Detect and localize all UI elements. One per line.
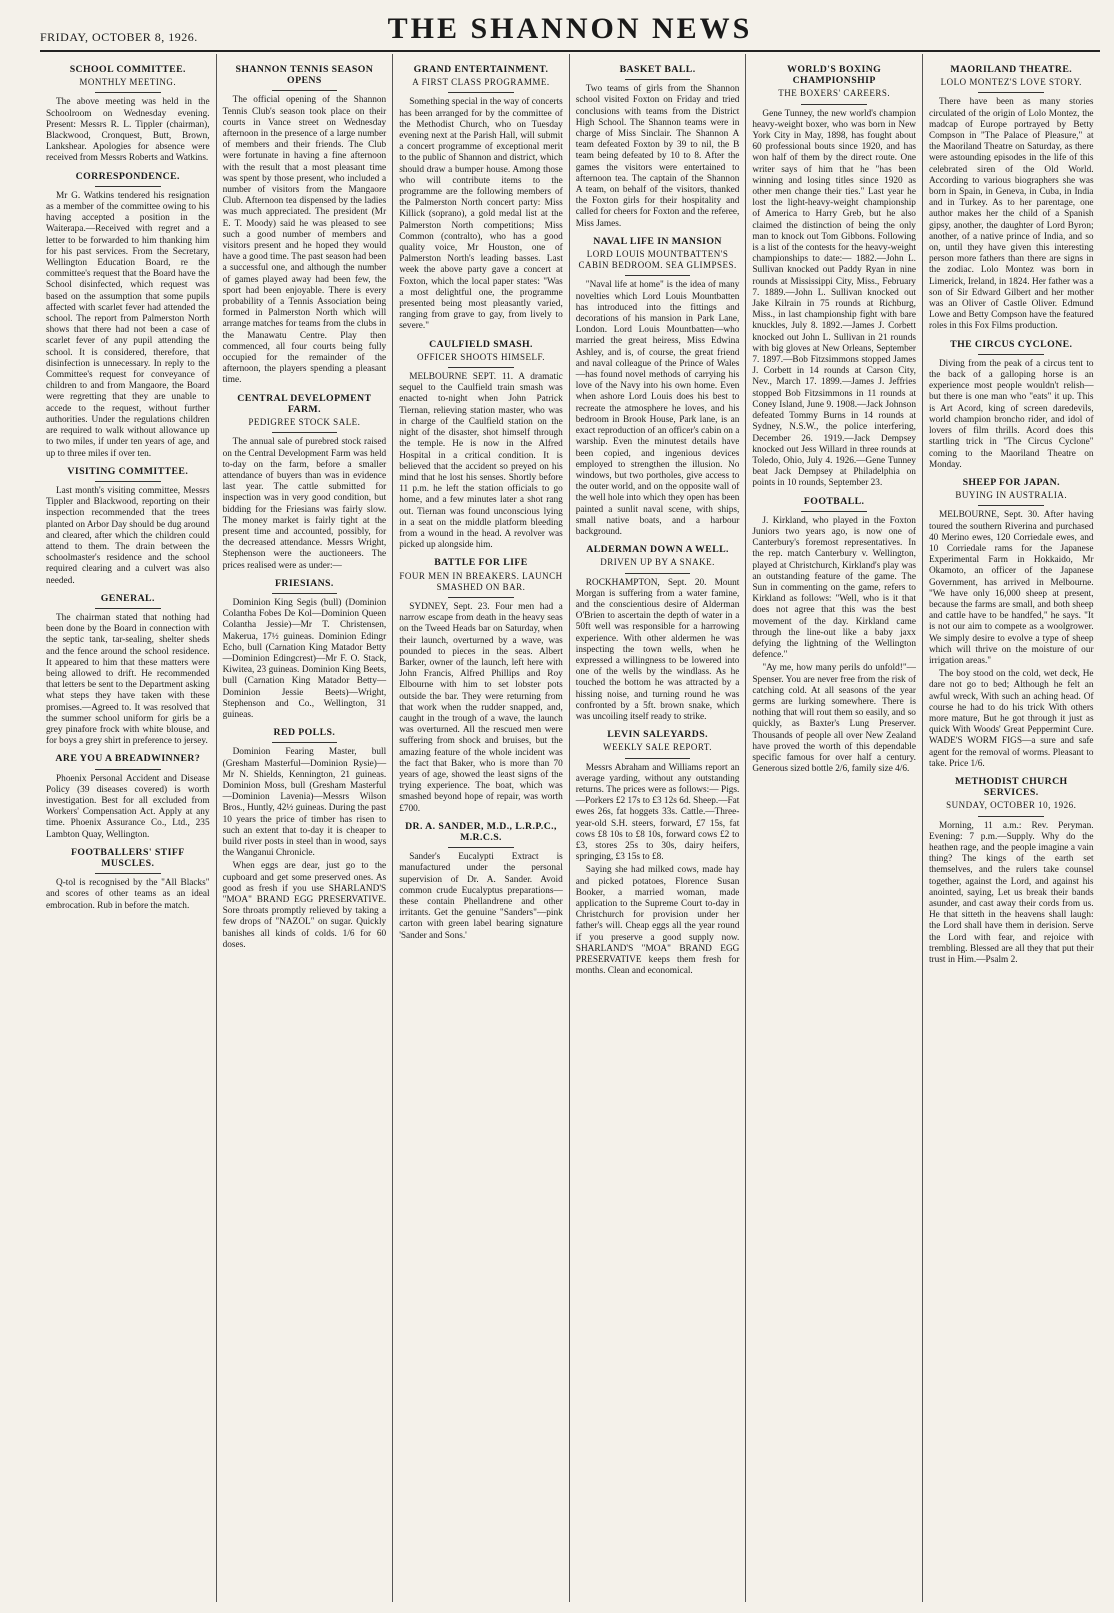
- article-headline: ARE YOU A BREADWINNER?: [55, 753, 201, 765]
- article-subhead: LORD LOUIS MOUNTBATTEN'S CABIN BEDROOM. SEA GLIMPSES.: [578, 249, 737, 271]
- article-headline: CENTRAL DEVELOPMENT FARM.: [237, 392, 372, 415]
- article: [223, 861, 387, 951]
- headline-rule: [95, 769, 160, 770]
- article-headline: THE CIRCUS CYCLONE.: [950, 338, 1073, 350]
- article: [929, 339, 1094, 471]
- article-subhead: THE BOXERS' CAREERS.: [778, 88, 891, 99]
- article: [576, 865, 740, 977]
- headline-rule: [95, 608, 160, 609]
- column-1: [40, 54, 217, 1602]
- article-body: Mr G. Watkins tendered his resignation as a member of the committee owing to his having accepted a position in the Waiterapa.—Received with regret and a letter to be forwarded to him thanking him for his past services. From the Secretary, Wellington Education Board, re the committee's request that the Board have the School disinfected, which request was based on the assumption that some pupils affected with scarlet fever had attended the school. The report from Palmerston North shows that there had not been a case of scarlet fever of any pupil attending the school. It is considered, therefore, that disinfection is unnecessary. In reply to the Committee's request for conveyance of children to and from Mangaore, the Board were regretting that they are unable to accede to the request, without further authorities. Under the regulations children are required to walk without allowance up to two miles, if under ten years of age, and up to three miles if over ten.: [46, 190, 210, 459]
- article: [399, 557, 563, 814]
- headline-rule: [801, 511, 866, 512]
- article: [46, 847, 210, 912]
- article: [46, 64, 210, 165]
- article-body: J. Kirkland, who played in the Foxton Juniors two years ago, is now one of Canterbury's foremost representatives. In the rep. match Canterbury v. Wellington, played at Christchurch, Kirkland's play was an outstanding feature of the game. The Sun in commenting on the game, refers to Kirkland as follows: "Well, who is it that does not agree that this was the best movement of the day. Kirkland came through the line-out like a baby jaxx defying the lightning of the Wellington defence.": [752, 515, 916, 661]
- article-headline: WORLD'S BOXING CHAMPIONSHIP: [787, 64, 882, 87]
- column-6: [923, 54, 1100, 1602]
- columns: [40, 54, 1100, 1602]
- article-headline: NAVAL LIFE IN MANSION: [593, 235, 722, 247]
- article: [576, 729, 740, 863]
- masthead: [40, 12, 1100, 48]
- headline-rule: [272, 593, 337, 594]
- headline-rule: [978, 92, 1044, 93]
- article-body: Something special in the way of concerts has been arranged for by the committee of the Methodist Church, who on Tuesday evening next at the Parish Hall, will submit a concert programme of exceptional merit to the public of Shannon and district, which should draw a bumper house. Among those who will contribute items to the programme are the following members of the Palmerston North concert party: Miss Killick (soprano), a gold medal list at the Palmerston North competitions; Miss Common (contralto), who has a good quality voice, Mr Houston, one of Palmerston North's leading basses. Last week the above party gave a concert at Foxton, which the local paper states: "Was a most delightful one, the programme presented being most pleasantly varied, ranging from grave to gay, from lively to severe.": [399, 97, 563, 332]
- headline-rule: [978, 816, 1044, 817]
- article-body: Messrs Abraham and Williams report an average yarding, without any outstanding returns. The prices were as follows:— Pigs.—Porkers £2 17s to £3 12s 6d. Sheep.—Fat ewes 26s, fat hoggets 33s. Cattle.—Three-year-old S.H. steers, forward, £7 15s, fat cows £8 10s to £8 10s, forward cows £2 to £3, stores 25s to 30s, dairy heifers, springing, £3 15s to £8.: [575, 762, 740, 863]
- article-body: Two teams of girls from the Shannon school visited Foxton on Friday and tried conclusions with teams from the District High School. The Shannon teams were in charge of Miss Sinclair. The Shannon A team defeated Foxton by 39 to nil, the B team being defeated by 10 to 8. After the games the visitors were entertained to afternoon tea. The captain of the Shannon A team, on behalf of the visitors, thanked the Foxton girls for their hospitality and called for cheers for Foxton and the referee, Miss James.: [575, 84, 740, 229]
- article-body: Phoenix Personal Accident and Disease Policy (39 diseases covered) is worth investigation. Best for all excluded from Workers' Compensation Act. Apply at any time. Phoenix Assurance Co., Ltd., 235 Lambton Quay, Wellington.: [46, 773, 210, 840]
- article: [576, 64, 740, 230]
- article-body: The above meeting was held in the Schoolroom on Wednesday evening. Present: Messrs R. L. Tippler (chairman), Blackwood, Cronquest, Butt, Brown, Lankshear. Apologies for absence were received from Messrs Roberts and Watkins.: [46, 97, 210, 164]
- article-headline: SCHOOL COMMITTEE.: [69, 64, 186, 75]
- article-body: ROCKHAMPTON, Sept. 20. Mount Morgan is suffering from a water famine, and the conscientious desire of Alderman O'Brien to ascertain the depth of water in a 50ft well was responsible for a harrowing experience. With other aldermen he was inspecting the town wells, when he expressed a willingness to be lowered into one of the wells by the windlass. As he touched the bottom he was attracted by a hissing noise, and turning round he was confronted by a 5ft. brown snake, which was uncoiling itself ready to strike.: [575, 577, 740, 722]
- article-headline: SHEEP FOR JAPAN.: [962, 476, 1060, 488]
- article: [46, 753, 210, 840]
- article-body: The annual sale of purebred stock raised on the Central Development Farm was held to-day on the farm, before a smaller attendance of buyers than was in evidence last year. The cattle submitted for inspection was in very good condition, but bidding for the Friesians was fairly slow. The money market is fairly tight at the present time and accounted, possibly, for the decreased attendance. Messrs Wright, Stephenson were the auctioneers. The prices realised were as under:—: [222, 437, 387, 571]
- article: [46, 171, 210, 460]
- column-3: [393, 54, 570, 1602]
- article-body: MELBOURNE SEPT. 11. A dramatic sequel to the Caulfield train smash was enacted to-night when John Patrick Tiernan, relieving station master, who was in charge of the Caulfield station on the night of the disaster, shot himself through the temple. He is now in the Alfred Hospital in a critical condition. It is believed that the accident so preyed on his mind that he lost his senses. Shortly before 11 p.m. he left the station officials to go home, and a few minutes later a shot rang out. Tiernan was found unconscious lying in a seat on the middle platform bleeding from a wound in the head. A revolver was picked up alongside him.: [399, 372, 563, 551]
- article-body: Q-tol is recognised by the "All Blacks" and scores of other teams as an ideal embrocation. Rub in before the match.: [46, 878, 210, 911]
- article: [399, 339, 563, 552]
- headline-rule: [272, 432, 337, 433]
- article-body: SYDNEY, Sept. 23. Four men had a narrow escape from death in the heavy seas on the Tweed Heads bar on Saturday, when their launch, overturned by a wave, was pounded to pieces in the seas. Albert Barker, owner of the launch, left here with John Francis, Alfred Phillips and Roy Elbourne with him to set lobster pots outside the bar. They were returning from that work when the rudder snapped, and, caught in the trough of a wave, the launch was overturned. All the rescued men were suffering from shock and bruises, but the amazing feature of the whole incident was the fact that Baker, who is more than 70 years of age, showed the least signs of the trying experience. The boat, which was smashed beyond hope of repair, was worth £700.: [399, 601, 563, 814]
- article-body: Saying she had milked cows, made hay and picked potatoes, Florence Susan Booker, a married woman, made application to the Supreme Court to-day in Christchurch for provision under her father's will. Cheap eggs all the year round if you preserve a good supply now. SHARLAND'S "MOA" BRAND EGG PRESERVATIVE keeps them fresh for months. Clean and economical.: [575, 865, 740, 977]
- article: [223, 393, 387, 572]
- article-headline: METHODIST CHURCH SERVICES.: [954, 775, 1068, 799]
- article-headline: ALDERMAN DOWN A WELL.: [586, 544, 729, 556]
- article-subhead: A FIRST CLASS PROGRAMME.: [412, 77, 550, 88]
- article: [752, 496, 916, 662]
- article-body: Morning, 11 a.m.: Rev. Peryman. Evening: 7 p.m.—Supply. Why do the heathen rage, and the people imagine a vain thing? The kings of the earth set themselves, and the rulers take counsel together, against the Lord, and against his anointed, saying, Let us break their bands asunder, and cast away their cords from us. He that sitteth in the heavens shall laugh: the Lord shall have them in derision. Serve the Lord with fear, and rejoice with trembling. Blessed are all they that put their trust in Him.—Psalm 2.: [928, 820, 1094, 966]
- article: [46, 466, 210, 587]
- article: [929, 669, 1094, 770]
- article: [752, 663, 916, 775]
- article: [399, 64, 563, 333]
- article-body: Last month's visiting committee, Messrs Tippler and Blackwood, reporting on their inspection recommended that the trees planted on Arbor Day should be dug around and cleared, after which the children could attend to them. The drain between the schoolmaster's residence and the school required clearing and a culvert was also needed.: [46, 485, 210, 586]
- article-subhead: SUNDAY, OCTOBER 10, 1926.: [946, 800, 1077, 811]
- article-body: When eggs are dear, just go to the cupboard and get some preserved ones. As good as fresh if you use SHARLAND'S "MOA" BRAND EGG PRESERVATIVE. Sore throats promptly relieved by taking a few drops of "NAZOL" on sugar. Quickly banishes all kinds of colds. 1/6 for 60 doses.: [222, 861, 387, 950]
- headline-rule: [978, 505, 1044, 506]
- headline-rule: [625, 79, 690, 80]
- article-body: The chairman stated that nothing had been done by the Board in connection with the septic tank, tar-sealing, shelter sheds and the fence around the school residence. It appeared to him that these matters were being allowed to drift. He recommended that letters be sent to the Department asking what steps they have taken with these promises.—Agreed to. It was resolved that the summer school uniform for girls be a grey pinafore frock with white blouse, and for boys a grey shirt in preference to jersey.: [46, 612, 210, 747]
- article-headline: BASKET BALL.: [619, 64, 696, 75]
- headline-rule: [978, 354, 1044, 355]
- headline-rule: [448, 92, 513, 93]
- article-body: MELBOURNE, Sept. 30. After having toured the southern Riverina and purchased 40 Merino ewes, 120 Corriedale ewes, and 10 Corriedale rams for the Japanese Experimental Farm in Hokkaido, Mr Okamoto, an officer of the Japanese Government, has arrived in Melbourne. "We have only 16,000 sheep at present, because the farms are small, and both sheep and cattle have to be handfed," he says. "It is not our aim to compete as a woolgrower. We simply desire to evolve a type of sheep which will thrive on the moisture of our irrigation areas.": [928, 510, 1094, 666]
- article-headline: MAORILAND THEATRE.: [950, 64, 1073, 75]
- article: [752, 64, 916, 490]
- article: [929, 64, 1094, 333]
- article: [46, 593, 210, 748]
- article-headline: FRIESIANS.: [275, 577, 334, 589]
- article: [576, 544, 740, 723]
- article-subhead: FOUR MEN IN BREAKERS. LAUNCH SMASHED ON BAR.: [399, 570, 563, 592]
- article: [399, 821, 563, 942]
- article-body: Diving from the peak of a circus tent to the back of a galloping horse is an experience most people wouldn't relish—but there is one man who "eats" it up. This is Art Acord, king of screen daredevils, world champion broncho rider, and idol of lovers of film thrills. Acord does this startling trick in "The Circus Cyclone" coming to the Maoriland Theatre on Monday.: [928, 358, 1094, 470]
- article-headline: FOOTBALL.: [803, 495, 865, 507]
- article-headline: DR. A. SANDER, M.D., L.R.P.C., M.R.C.S.: [405, 820, 557, 843]
- headline-rule: [95, 481, 160, 482]
- headline-rule: [95, 873, 160, 874]
- article-subhead: MONTHLY MEETING.: [79, 77, 177, 88]
- headline-rule: [801, 104, 866, 105]
- headline-rule: [272, 742, 337, 743]
- article-headline: FOOTBALLERS' STIFF MUSCLES.: [70, 846, 185, 869]
- headline-rule: [448, 597, 513, 598]
- article-subhead: DRIVEN UP BY A SNAKE.: [600, 557, 715, 568]
- headline-rule: [95, 186, 160, 187]
- article-headline: SHANNON TENNIS SEASON OPENS: [235, 64, 374, 87]
- article: [929, 776, 1094, 966]
- article-subhead: WEEKLY SALE REPORT.: [603, 742, 712, 753]
- issue-date: FRIDAY, OCTOBER 8, 1926.: [40, 30, 198, 44]
- article-body: Dominion King Segis (bull) (Dominion Colantha Fobes De Kol—Dominion Queen Colantha Jessie)—Mr T. Christensen, Makerua, 17½ guineas. Dominion Edingr Echo, bull (Carnation King Matador Betty—Dominion Edingcrest)—Mr F. O. Stack, Kiwitea, 23 guineas. Dominion King Beets, bull (Carnation King Matador Betty—Dominion Jessie Beets)—Wright, Stephenson and Co., Wellington, 31 guineas.: [222, 597, 387, 720]
- article-body: Dominion Fearing Master, bull (Gresham Masterful—Dominion Rysie)—Mr N. Shields, Kennington, 21 guineas. Dominion Moss, bull (Gresham Masterful—Dominion Lavenia)—Messrs Wilson Bros., Huntly, 42½ guineas. During the past 10 years the price of timber has risen to such an extent that to-day it is cheaper to build river posts in steel than in wood, says the Wanganui Chronicle.: [222, 747, 387, 859]
- newspaper-title: THE SHANNON NEWS: [387, 12, 753, 45]
- headline-rule: [625, 573, 690, 574]
- article-subhead: LOLO MONTEZ'S LOVE STORY.: [940, 77, 1082, 88]
- column-2: [217, 54, 394, 1602]
- article-body: Gene Tunney, the new world's champion heavy-weight boxer, who was born in New York City in May, 1898, has fought about 60 professional bouts since 1920, and has won half of them by the direct route. One writer says of him that he "has been winning and losing titles since 1920 as other men change their ties." Last year he lost the light-heavy-weight championship of America to Harry Greb, but he also claimed the distinction of being the only man to knock out Tom Gibbons. Following is a list of the contests for the heavy-weight championships to date:— 1882.—John L. Sullivan knocked out Paddy Ryan in nine rounds at Mississippi City, Miss., February 7. 1889.—John L. Sullivan knocked out Jake Kilrain in 75 rounds at Richburg, Miss., in last championship fight with bare knuckles, July 8. 1892.—James J. Corbett knocked out John L. Sullivan in 21 rounds with big gloves at New Orleans, September 7. 1897.—Bob Fitzsimmons stopped James J. Corbett in 14 rounds at Carson City, Nev., March 17. 1899.—James J. Jeffries stopped Bob Fitzsimmons in 11 rounds at Coney Island, June 9. 1908.—Jack Johnson defeated Tommy Burns in 14 rounds at Sydney, N.S.W., the police interfering, December 26. 1919.—Jack Dempsey knocked out Jess Willard in three rounds at Toledo, Ohio, July 4. 1926.—Gene Tunney beat Jack Dempsey at Philadelphia on points in 10 rounds, September 23.: [752, 108, 916, 489]
- article-body: "Naval life at home" is the idea of many novelties which Lord Louis Mountbatten has introduced into the fittings and decorations of his mansion in Park Lane, London. Lord Louis Mountbatten—who married the great heiress, Miss Edwina Ashley, and is, of course, the great friend and naval colleague of the Prince of Wales—has found novel methods of carrying his love of the Navy into his own home. Even when ashore Lord Louis does his best to recreate the atmosphere he loves, and his bedroom in Brook House, Park lane, is an exact reproduction of an officer's cabin on a warship. Even the minutest details have been copied, and ingenious devices employed to strengthen the illusion. No windows, but two portholes, give access to the outer world, and on the opposite wall of the well hole into which they open has been painted a sunlit naval scene, with ships, small native boats, and a harbour background.: [575, 280, 740, 537]
- column-4: [570, 54, 747, 1602]
- article-headline: RED POLLS.: [273, 727, 336, 739]
- article-headline: LEVIN SALEYARDS.: [607, 729, 708, 741]
- article-headline: GENERAL.: [100, 592, 155, 604]
- article: [223, 727, 387, 859]
- headline-rule: [448, 847, 513, 848]
- article-subhead: PEDIGREE STOCK SALE.: [248, 417, 361, 428]
- article-body: Sander's Eucalypti Extract is manufactured under the personal supervision of Dr. A. Sander. Avoid common crude Eucalyptus preparations—these contain Phellandrene and other irritants. Get the genuine "Sanders"—pink carton with green label bearing signature 'Sander and Sons.': [399, 852, 563, 941]
- article-headline: CAULFIELD SMASH.: [429, 338, 533, 350]
- article: [576, 236, 740, 538]
- headline-rule: [272, 90, 337, 91]
- masthead-rule: [40, 50, 1100, 52]
- article: [223, 578, 387, 721]
- column-5: [746, 54, 923, 1602]
- article-body: "Ay me, how many perils do unfold!"—Spenser. You are never free from the risk of catching cold. At all seasons of the year germs are lurking somewhere. There is nothing that will rout them so easily, and so quickly, as Baxter's Lung Preserver. Thousands of people all over New Zealand have proved the worth of this dependable specific famous for over half a century. Generous sized bottle 2/6, family size 4/6.: [752, 663, 916, 775]
- article: [929, 477, 1094, 667]
- headline-rule: [448, 367, 513, 368]
- article-headline: CORRESPONDENCE.: [75, 170, 180, 182]
- article-headline: BATTLE FOR LIFE: [434, 557, 528, 569]
- article-body: There have been as many stories circulated of the origin of Lolo Montez, the madcap of Europe portrayed by Betty Compson in "The Palace of Pleasure," at the Maoriland Theatre on Saturday, as there were astounding episodes in the life of this celebrated siren of the Old World. According to various biographers she was born in Spain, in Geneva, in Cuba, in India and in Turkey. As to her parentage, one author makes her the child of a Spanish gipsy, another, the daughter of Lord Byron; another, of a native prince of India, and so on, until they have given this interesting person more fathers than there are signs in the zodiac. Lolo Montez was born in Limerick, Ireland, in 1824. Her father was a son of Sir Edward Gilbert and her mother was an Oliver of Castle Oliver. Edmund Lowe and Betty Compson have the featured roles in this Fox Films production.: [928, 97, 1094, 332]
- article-headline: GRAND ENTERTAINMENT.: [413, 64, 549, 75]
- article-subhead: OFFICER SHOOTS HIMSELF.: [416, 351, 546, 362]
- headline-rule: [625, 758, 690, 759]
- article-body: The boy stood on the cold, wet deck, He dare not go to bed; Although he felt an awful wreck, With such an aching head. Of course he had to do his trick With others more mature, But he got through it just as quick With Woods' Great Peppermint Cure. WADE'S WORM FIGS—a sure and safe agent for the removal of worms. Pleasant to take. Price 1/6.: [928, 669, 1094, 769]
- article-headline: VISITING COMMITTEE.: [67, 465, 189, 477]
- article-subhead: BUYING IN AUSTRALIA.: [955, 490, 1068, 501]
- article: [223, 64, 387, 387]
- headline-rule: [625, 275, 690, 276]
- headline-rule: [95, 92, 160, 93]
- article-body: The official opening of the Shannon Tennis Club's season took place on their courts in Vance street on Wednesday afternoon in the presence of a large number of members and their friends. The Club were fortunate in having a fine afternoon with the result that a most pleasant time was spent by those present, who included a number of visitors from the Mangaore Club. Afternoon tea dispensed by the ladies was much appreciated. The president (Mr E. T. Moody) said he was pleased to see such a good number of members and visitors present and he hoped they would have a good time. The past season had been a successful one, and although the number of games played away had been few, the sport had been enjoyable. There is every probability of a Tennis Association being formed in Palmerston North which will arrange matches for teams from the clubs in the Manawatu Centre. Play then commenced, all four courts being fully occupied for the remainder of the afternoon, the players spending a pleasant time.: [222, 95, 387, 386]
